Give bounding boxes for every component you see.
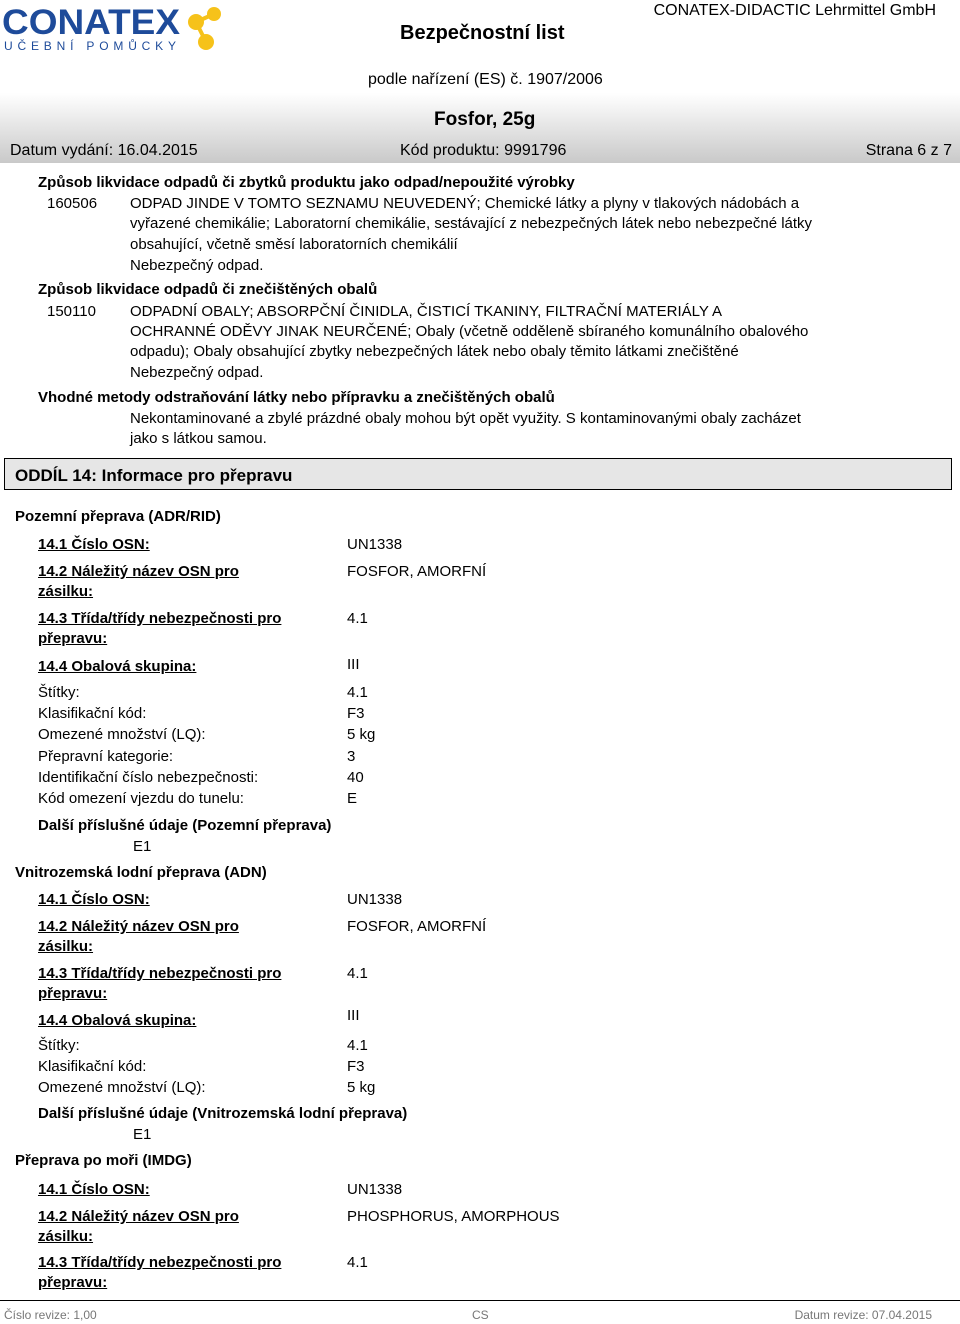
adn-extra-heading: Další příslušné údaje (Vnitrozemská lodní přeprava) <box>38 1105 408 1122</box>
imdg-un-value: UN1338 <box>347 1181 403 1198</box>
adn-name-value: FOSFOR, AMORFNÍ <box>347 918 487 935</box>
revision-date: Datum revize: 07.04.2015 <box>794 1308 932 1322</box>
logo-main-text: CONATEX <box>2 3 181 42</box>
adr-classcode-value: F3 <box>347 705 365 722</box>
adr-name-label-cont: zásilku: <box>38 583 94 600</box>
adn-lq-value: 5 kg <box>347 1079 376 1096</box>
adr-class-value: 4.1 <box>347 610 368 627</box>
logo-sub-text: UČEBNÍ POMŮCKY <box>4 39 176 53</box>
adr-lq-label: Omezené množství (LQ): <box>38 726 206 743</box>
adr-class-label-cont: přepravu: <box>38 630 108 647</box>
adn-group-label: 14.4 Obalová skupina: <box>38 1012 197 1029</box>
adr-labels-label: Štítky: <box>38 684 80 701</box>
packaging-code: 150110 <box>47 303 96 320</box>
waste-line: Nebezpečný odpad. <box>130 257 264 274</box>
adr-tunnel-label: Kód omezení vjezdu do tunelu: <box>38 790 244 807</box>
waste-line: ODPAD JINDE V TOMTO SEZNAMU NEUVEDENÝ; Chemické látky a plyny v tlakových nádobách a <box>130 195 800 212</box>
imdg-class-value: 4.1 <box>347 1254 368 1271</box>
adr-name-value: FOSFOR, AMORFNÍ <box>347 563 487 580</box>
imdg-heading: Přeprava po moři (IMDG) <box>15 1152 192 1169</box>
conatex-logo <box>0 2 230 54</box>
adn-class-label: 14.3 Třída/třídy nebezpečnosti pro <box>38 965 282 982</box>
packaging-disposal-heading: Způsob likvidace odpadů či znečištěných obalů <box>38 281 378 298</box>
imdg-name-value: PHOSPHORUS, AMORPHOUS <box>347 1208 560 1225</box>
waste-disposal-heading: Způsob likvidace odpadů či zbytků produktu jako odpad/nepoužité výrobky <box>38 174 575 191</box>
adn-class-value: 4.1 <box>347 965 368 982</box>
adr-hazard-id-label: Identifikační číslo nebezpečnosti: <box>38 769 259 786</box>
adn-labels-label: Štítky: <box>38 1037 80 1054</box>
methods-line: Nekontaminované a zbylé prázdné obaly mohou být opět využity. S kontaminovanými obaly zacházet <box>130 410 801 427</box>
imdg-un-label: 14.1 Číslo OSN: <box>38 1181 150 1198</box>
imdg-name-label-cont: zásilku: <box>38 1228 94 1245</box>
adr-labels-value: 4.1 <box>347 684 368 701</box>
adr-name-label: 14.2 Náležitý název OSN pro <box>38 563 239 580</box>
adr-tunnel-value: E <box>347 790 358 807</box>
methods-line: jako s látkou samou. <box>130 430 267 447</box>
adr-group-label: 14.4 Obalová skupina: <box>38 658 197 675</box>
adn-heading: Vnitrozemská lodní přeprava (ADN) <box>15 864 267 881</box>
adn-classcode-label: Klasifikační kód: <box>38 1058 147 1075</box>
adn-name-label: 14.2 Náležitý název OSN pro <box>38 918 239 935</box>
methods-heading: Vhodné metody odstraňování látky nebo přípravku a znečištěných obalů <box>38 389 555 406</box>
adr-category-label: Přepravní kategorie: <box>38 748 174 765</box>
adn-group-value: III <box>347 1007 360 1024</box>
section-14-title: ODDÍL 14: Informace pro přepravu <box>15 466 293 485</box>
adr-group-value: III <box>347 656 360 673</box>
adn-un-value: UN1338 <box>347 891 403 908</box>
adr-un-label: 14.1 Číslo OSN: <box>38 536 150 553</box>
footer-divider <box>0 1300 960 1301</box>
adn-un-label: 14.1 Číslo OSN: <box>38 891 150 908</box>
waste-line: obsahující, včetně směsí laboratorních chemikálií <box>130 236 458 253</box>
adn-lq-label: Omezené množství (LQ): <box>38 1079 206 1096</box>
issue-date: Datum vydání: 16.04.2015 <box>10 142 198 159</box>
adn-classcode-value: F3 <box>347 1058 365 1075</box>
molecule-icon <box>188 7 221 50</box>
packaging-line: odpadu); Obaly obsahující zbytky nebezpečných látek nebo obaly těmito látkami znečištěné <box>130 343 739 360</box>
adn-labels-value: 4.1 <box>347 1037 368 1054</box>
company-name: CONATEX-DIDACTIC Lehrmittel GmbH <box>653 2 936 19</box>
regulation-reference: podle nařízení (ES) č. 1907/2006 <box>368 71 603 88</box>
page-number: Strana 6 z 7 <box>865 142 952 159</box>
language-code: CS <box>472 1308 489 1322</box>
adn-class-label-cont: přepravu: <box>38 985 108 1002</box>
product-code: Kód produktu: 9991796 <box>400 142 567 159</box>
imdg-class-label-cont: přepravu: <box>38 1274 108 1291</box>
adr-un-value: UN1338 <box>347 536 403 553</box>
adr-extra-value: E1 <box>133 838 152 855</box>
waste-line: vyřazené chemikálie; Laboratorní chemikálie, sestávající z nebezpečných látek nebo nebezpečné látky <box>130 215 813 232</box>
document-title: Bezpečnostní list <box>400 22 565 44</box>
imdg-name-label: 14.2 Náležitý název OSN pro <box>38 1208 239 1225</box>
adn-name-label-cont: zásilku: <box>38 938 94 955</box>
adr-classcode-label: Klasifikační kód: <box>38 705 147 722</box>
adr-lq-value: 5 kg <box>347 726 376 743</box>
adr-class-label: 14.3 Třída/třídy nebezpečnosti pro <box>38 610 282 627</box>
imdg-class-label: 14.3 Třída/třídy nebezpečnosti pro <box>38 1254 282 1271</box>
adr-category-value: 3 <box>347 748 356 765</box>
product-name: Fosfor, 25g <box>434 109 536 130</box>
revision-number: Číslo revize: 1,00 <box>4 1308 97 1322</box>
packaging-line: Nebezpečný odpad. <box>130 364 264 381</box>
adr-extra-heading: Další příslušné údaje (Pozemní přeprava) <box>38 817 332 834</box>
adn-extra-value: E1 <box>133 1126 152 1143</box>
waste-code: 160506 <box>47 195 98 212</box>
packaging-line: OCHRANNÉ ODĚVY JINAK NEURČENÉ; Obaly (včetně odděleně sbíraného komunálního obalového <box>130 323 809 340</box>
adr-hazard-id-value: 40 <box>347 769 364 786</box>
adr-heading: Pozemní přeprava (ADR/RID) <box>15 508 221 525</box>
packaging-line: ODPADNÍ OBALY; ABSORPČNÍ ČINIDLA, ČISTICÍ TKANINY, FILTRAČNÍ MATERIÁLY A <box>130 303 722 320</box>
